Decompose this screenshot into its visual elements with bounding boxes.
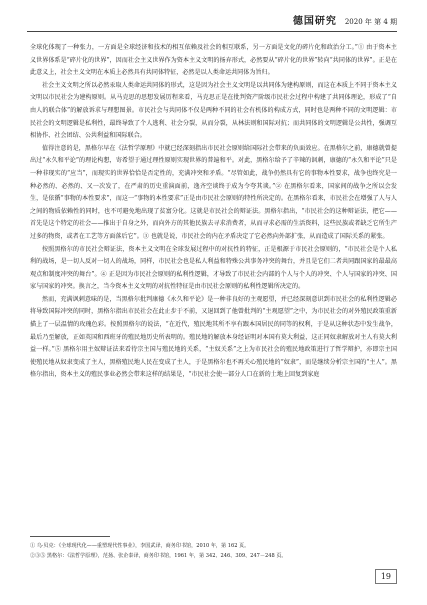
issue-label: 2020 年 第 4 期 — [344, 18, 397, 26]
page-number: 19 — [375, 569, 397, 584]
footnote-separator — [30, 536, 110, 537]
paragraph: 社会主义文明之所以必然汞取人类命运共同体的形式，这是因为社会主义文明是以共同体为建构原则，而这在本质上不同于资本主义文明以市民社会为建构原则。从马克思的思想发展历程来看，马克思正是在批判资产阶级市民社会过程中构建了共同体理论，形成了“自由人的联合体”的解放诉求与理想图景。市民社会与共同体不仅是两种不同的社会有机体的构成方式，同时也是两种不同的文明逻辑：市民社会的文明逻辑是私利性，最终导致了个人逃利、社会分裂，从而分裂，从林法则和国际对抗；而共同体的文明逻辑是公共性，强调互相协作、社会团结、公共利益和国际联合。 — [30, 81, 397, 140]
footnote: ① 乌·贝克：《全球现代化——重塑现代性事业》，李国武译，商务印书馆，2010 年，第 162 页。 — [30, 543, 250, 549]
footnote: ②③⑤ 黑格尔：《法哲学原理》，范扬、张企泰译，商务印书馆，1961 年，第 342、246、309、247－248 页。 — [30, 553, 287, 559]
body-text — [30, 42, 397, 382]
paragraph: 全球化体现了一种张力，一方面是全球经济和技术的相互依赖及社会的相互联系，另一方面是文化的碎片化和政治分工。”① 由于资本主义世界体系是“碎片化的世界”，因而社会主义世界作为资本主义文明的扬弃形式，必然要从“碎片化的世界”转向“共同体的世界”。正是在此意义上，社会主义文明在本质上必然具有共同体特征，必然是以人类命运共同体为旨归。 — [30, 44, 397, 77]
paragraph: 按照黑格尔的市民社会辩证法，资本主义文明在全球发展过程中的对抗性的特征，正是根源于市民社会原则的，“市民社会是个人私利的战场，是一切人反对一切人的战场，同样，市民社会也是私人利益和特殊公共事务冲突的舞台，并且是它们二者共同跟国家的最最高观点和制度冲突的舞台”。④ 正是因为市民社会原则的私利性逻辑，才导致了市民社会内部的个人与个人的冲突、个人与国家的冲突、国家与国家的冲突。换言之，当今资本主义文明的对抗性特征是由市民社会原则的私利性逻辑所决定的。 — [30, 245, 397, 291]
paragraph: 值得注意的是，黑格尔早在《法哲学原理》中就已经深刻指出市民社会原则给国际社会带来的负面效应。在黑格尔之前，康德就曾提出过“永久和平论”的理论构想，寄希望于通过理性原则实现世界的普遍和平。对此，黑格尔给予了辛辣的讽刺，康德的“永久和平论”只是一种非现实的“应当”，而现实的世界恰恰是否定性的，充满冲突和矛盾。“尽管如此，战争仍然具有它的事物本性要求，战争也终究是一种必然的、必然的、又一次发了，在严肃的历史重演面前，逸齐空谈终于成为令夸其谈。”② 在黑格尔看来，国家间的战争之所以会发生，是依循“事物的本性要求”，而这一“事物的本性要求”正是由市民社会原则的特性所决定的。在黑格尔看来，市民社会在增强了人与人之间的物质依赖性的同时，也不可避免地出现了贫富分化。这就是市民社会的辩证法。黑格尔指出，“市民社会的这种辩证法，把它——首先是这个特定的社会——推出于自身之外，而向外方的其他民族去寻求消费者，从而寻求必需的生活资料，这些民族或者缺乏它所生产过多的物资，或者在工艺等方面落后它”。③ 也就是说，市民社会的内在矛盾决定了它必然向外部扩张，从而造成了国际关系的紧张。 — [30, 144, 397, 240]
running-header — [27, 12, 397, 32]
paragraph: 然而，充满讽刺意味的是，当黑格尔批判康德《永久和平论》是一种非良好的主观愿望，并已经深刻意识到市民社会的私利性逻辑必将导致国际冲突的同时，黑格尔指出市民社会在此止步于不前，又退回到了他曾批判的“主观愿望”之中，为市民社会的对外殖民政策重新描上了一层温情的玫瑰色彩。按照黑格尔的说法，“在近代，殖民地其所不享有跟本国居民的同等的权利，于是从这种状态中发生战争，最后乃至解放，正如英国和西班牙的殖民地历史所表明的。殖民地的解放本身经证明对本国有莫大利益，这正同奴隶解放对主人有莫大利益一样。”⑤ 黑格尔用主奴辩证法来看待宗主国与殖民地的关系，“主奴关系”之上为市民社会的殖民地政策进行了哲学辩护，亦即宗主国使殖民地从奴隶变成了主人，黑格殖民地人民在变成了主人，于是黑格尔也不再关心殖民地的“奴隶”，而是继续分析宗主国的“主人”。黑格尔指出，资本主义的殖民事业必然会带来这样的结果是，“市民社会使一部分人口在新的土地上回复到家庭 — [30, 295, 397, 379]
journal-title: 德国研究 — [292, 16, 337, 27]
footnotes — [30, 541, 397, 561]
